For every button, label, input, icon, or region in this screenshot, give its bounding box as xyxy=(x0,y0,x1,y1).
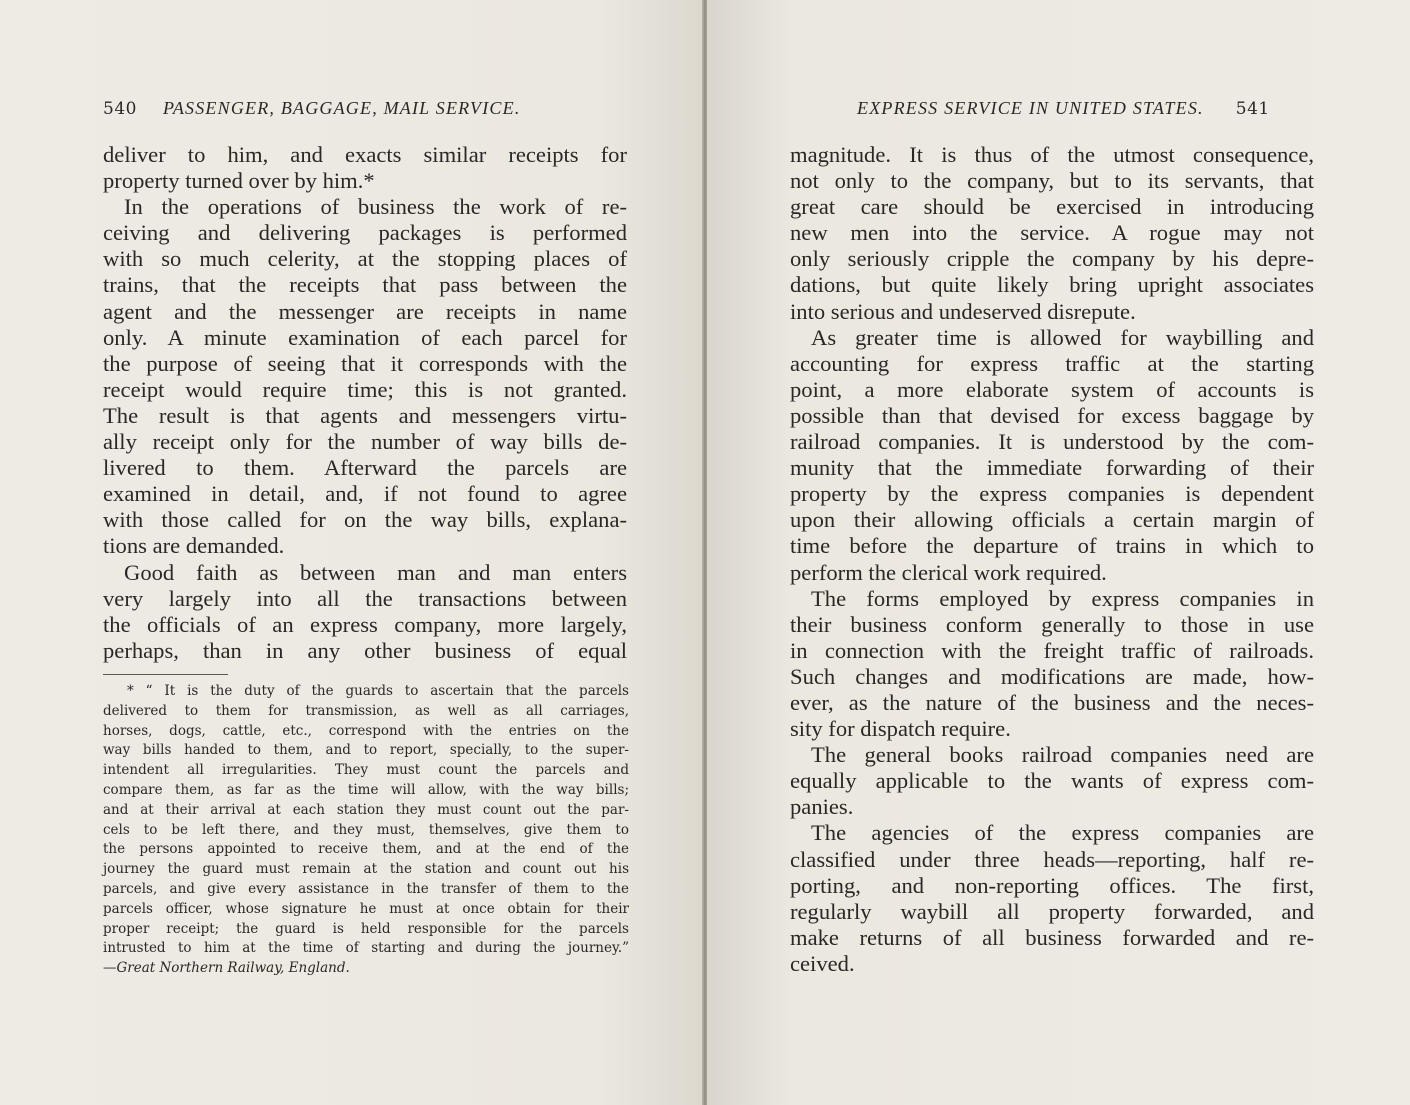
text-line: livered to them. Afterward the parcels are xyxy=(103,455,627,481)
text-line: ceived. xyxy=(790,950,855,976)
text-line: deliver to him, and exacts similar receipts for xyxy=(103,142,627,167)
text-line: in connection with the freight traffic of railroads. xyxy=(790,637,1314,663)
text-line: ceiving and delivering packages is performed xyxy=(103,220,627,246)
running-head-right xyxy=(857,98,1270,119)
text-line: point, a more elaborate system of accounts is xyxy=(790,376,1314,402)
text-line: tions are demanded. xyxy=(103,533,285,559)
footnote-line: parcels officer, whose signature he must at once obtain for their xyxy=(103,900,629,917)
footnote-line: compare them, as far as the time will allow, with the way bills; xyxy=(103,781,629,798)
running-title: PASSENGER, BAGGAGE, MAIL SERVICE. xyxy=(162,98,521,118)
text-line: with so much celerity, at the stopping places of xyxy=(103,246,627,272)
footnote xyxy=(103,682,629,979)
text-line: new men into the service. A rogue may not xyxy=(790,220,1314,246)
text-line: only seriously cripple the company by his depre- xyxy=(790,246,1314,272)
footnote-line: intendent all irregularities. They must count the parcels and xyxy=(103,762,629,779)
text-line: The general books railroad companies need are xyxy=(811,742,1314,768)
footnote-line: delivered to them for transmission, as well as all carriages, xyxy=(103,702,629,719)
text-line: Good faith as between man and man enters xyxy=(124,559,627,585)
text-line: sity for dispatch require. xyxy=(790,716,1011,742)
footnote-line: * “ It is the duty of the guards to ascertain that the parcels xyxy=(127,683,629,699)
text-line: regularly waybill all property forwarded, and xyxy=(790,898,1314,924)
text-line: perform the clerical work required. xyxy=(790,559,1107,585)
text-line: property turned over by him.* xyxy=(103,168,375,194)
right-page xyxy=(707,0,1410,1105)
text-line: ally receipt only for the number of way bills de- xyxy=(103,429,627,455)
text-line: not only to the company, but to its servants, that xyxy=(790,168,1314,194)
text-line: trains, that the receipts that pass between the xyxy=(103,272,627,298)
text-line: upon their allowing officials a certain margin of xyxy=(790,507,1314,533)
text-line: In the operations of business the work of re- xyxy=(124,194,627,220)
text-line: their business conform generally to those in use xyxy=(790,611,1314,637)
footnote-line: journey the guard must remain at the station and count out his xyxy=(103,861,629,878)
left-page xyxy=(0,0,703,1105)
text-line: the officials of an express company, more largely, xyxy=(103,611,627,637)
text-line: ever, as the nature of the business and the neces- xyxy=(790,689,1314,715)
text-line: only. A minute examination of each parcel for xyxy=(103,324,627,350)
text-line: equally applicable to the wants of express com- xyxy=(790,768,1314,794)
text-line: As greater time is allowed for waybilling and xyxy=(811,324,1314,350)
footnote-line: horses, dogs, cattle, etc., correspond with the entries on the xyxy=(103,722,629,739)
footnote-source: —Great Northern Railway, England. xyxy=(103,960,350,977)
text-line: make returns of all business forwarded and re- xyxy=(790,924,1314,950)
text-line: dations, but quite likely bring upright associates xyxy=(790,272,1314,298)
text-line: The result is that agents and messengers virtu- xyxy=(103,402,627,428)
text-line: panies. xyxy=(790,794,854,820)
footnote-line: cels to be left there, and they must, themselves, give them to xyxy=(103,821,629,838)
text-line: great care should be exercised in introducing xyxy=(790,194,1314,220)
text-line: The agencies of the express companies are xyxy=(811,820,1314,846)
footnote-rule xyxy=(103,674,228,675)
text-line: into serious and undeserved disrepute. xyxy=(790,298,1136,324)
footnote-line: proper receipt; the guard is held responsible for the parcels xyxy=(103,920,629,937)
body-text-right xyxy=(790,142,1314,977)
text-line: agent and the messenger are receipts in name xyxy=(103,298,627,324)
text-line: perhaps, than in any other business of equal xyxy=(103,637,627,663)
page-number: 540 xyxy=(103,99,137,119)
footnote-line: intrusted to him at the time of starting and during the journey.” xyxy=(103,940,629,957)
text-line: magnitude. It is thus of the utmost consequence, xyxy=(790,142,1314,167)
text-line: with those called for on the way bills, explana- xyxy=(103,507,627,533)
text-line: possible than that devised for excess baggage by xyxy=(790,402,1314,428)
footnote-line: parcels, and give every assistance in the transfer of them to the xyxy=(103,880,629,897)
text-line: porting, and non-reporting offices. The first, xyxy=(790,872,1314,898)
text-line: The forms employed by express companies in xyxy=(811,585,1314,611)
text-line: receipt would require time; this is not granted. xyxy=(103,376,627,402)
text-line: accounting for express traffic at the starting xyxy=(790,350,1314,376)
text-line: Such changes and modifications are made, how- xyxy=(790,663,1314,689)
text-line: the purpose of seeing that it corresponds with the xyxy=(103,350,627,376)
text-line: examined in detail, and, if not found to agree xyxy=(103,481,627,507)
footnote-line: and at their arrival at each station they must count out the par- xyxy=(103,801,629,818)
text-line: railroad companies. It is understood by the com- xyxy=(790,429,1314,455)
text-line: very largely into all the transactions between xyxy=(103,585,627,611)
footnote-line: way bills handed to them, and to report, specially, to the super- xyxy=(103,742,629,759)
footnote-line: the persons appointed to receive them, and at the end of the xyxy=(103,841,629,858)
running-head-left xyxy=(103,98,521,119)
text-line: classified under three heads—reporting, half re- xyxy=(790,846,1314,872)
text-line: property by the express companies is dependent xyxy=(790,481,1314,507)
running-title: EXPRESS SERVICE IN UNITED STATES. xyxy=(857,98,1204,118)
body-text-left xyxy=(103,142,627,664)
text-line: time before the departure of trains in which to xyxy=(790,533,1314,559)
page-number: 541 xyxy=(1235,99,1270,119)
text-line: munity that the immediate forwarding of their xyxy=(790,455,1314,481)
